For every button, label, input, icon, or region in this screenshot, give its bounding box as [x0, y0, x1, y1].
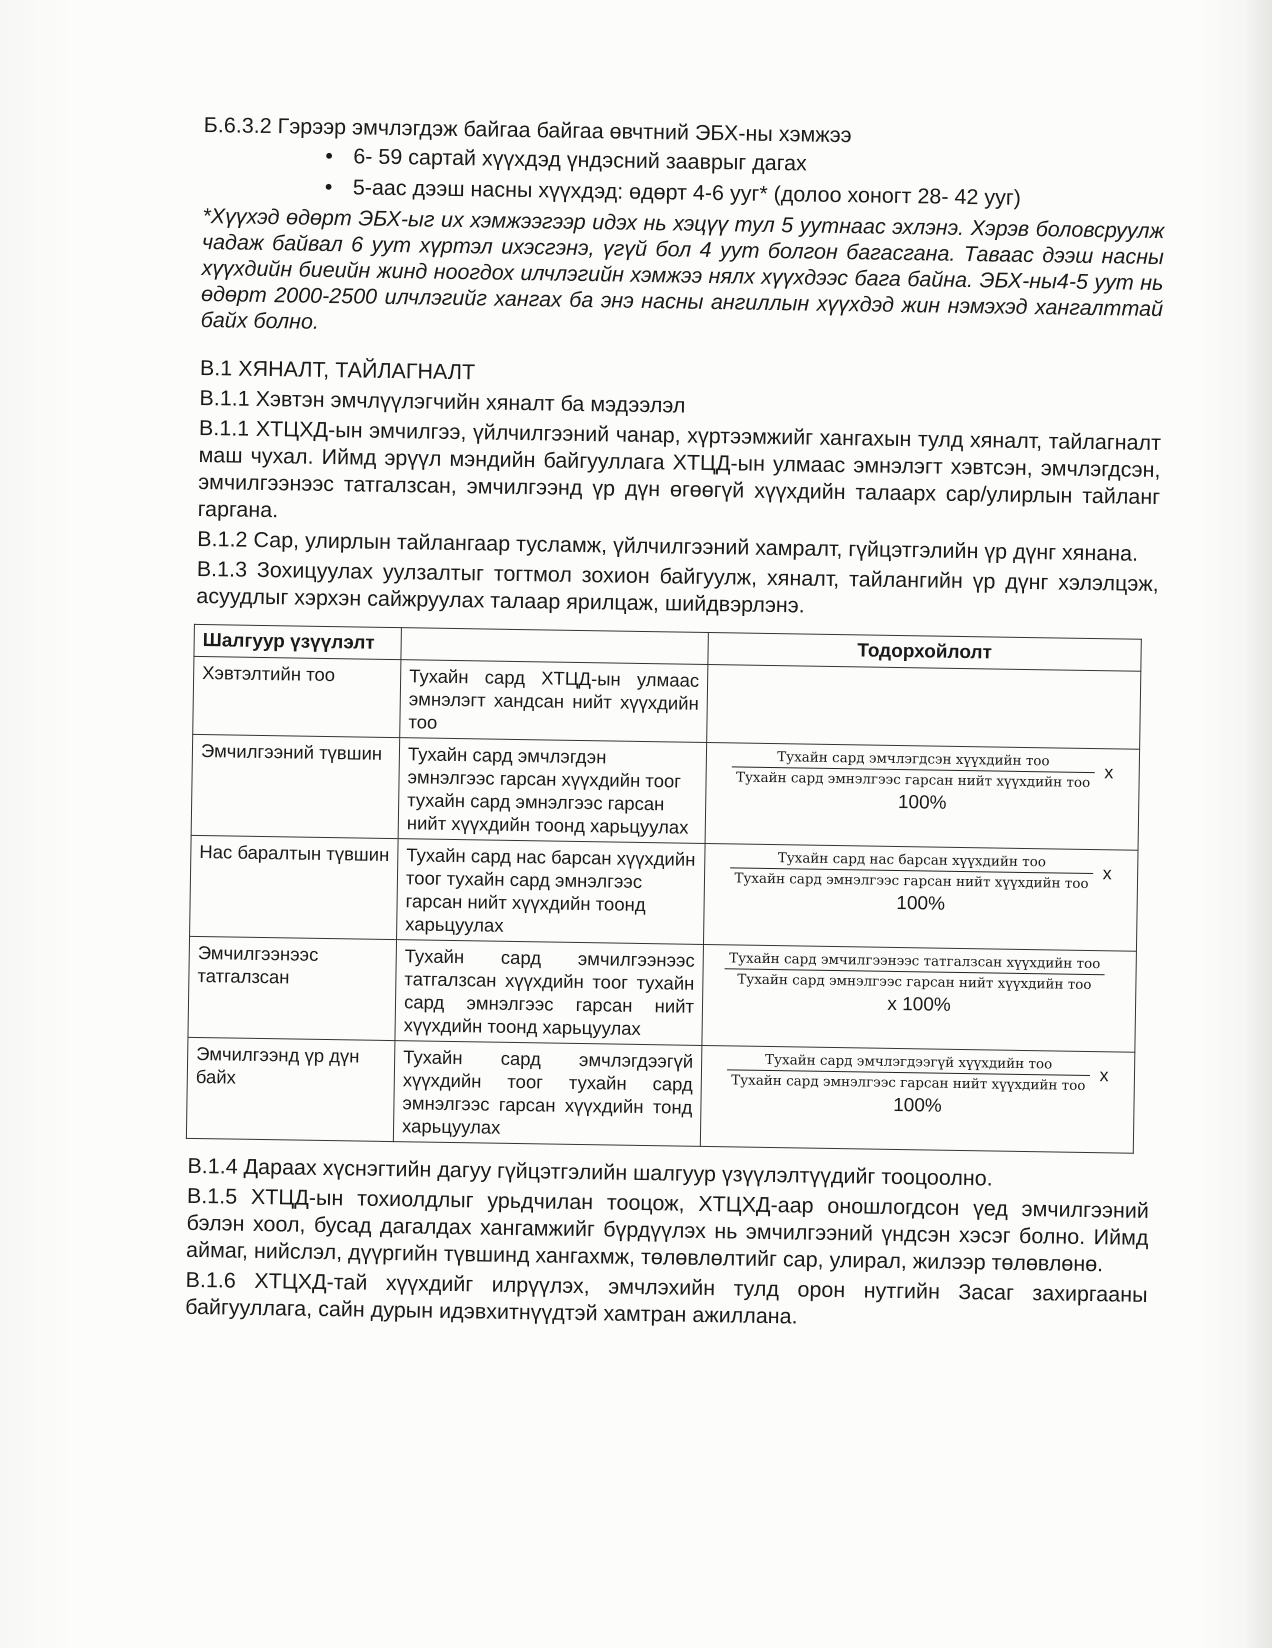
criterion-formula [703, 843, 1138, 951]
paragraph-v1-1: В.1.1 ХТЦХД-ын эмчилгээ, үйлчилгээний чанар, хүртээмжийг хангахын тулд хяналт, тайлагналт маш чухал. Иймд эрүүл мэндийн байгууллага ХТЦД-ын улмаас эмнэлэгт хэвтсэн, эмчлэгдсэн, эмчилгээнээс татгалзсан, эмчилгээнд үр дүн өгөөгүй хүүхдийн талаарх сар/улирлын тайланг гаргана. [197, 415, 1162, 523]
formula-fraction [732, 747, 1095, 792]
scan-edge-shadow [1246, 0, 1272, 1648]
criterion-name: Эмчилгээний түвшин [191, 734, 400, 838]
criterion-description: Тухайн сард ХТЦД-ын улмаас эмнэлэгт хандсан нийт хүүхдийн тоо [400, 660, 708, 743]
formula-numerator: Тухайн сард эмчлэгдсэн хүүхдийн тоо [732, 747, 1094, 773]
criterion-description: Тухайн сард эмчилгээнээс татгалзсан хүүхдийн тоог тухайн сард эмнэлгээс гарсан нийт хүүхдийн тоонд харьцуулах [395, 940, 704, 1046]
header-blank [401, 628, 708, 665]
formula-numerator: Тухайн сард эмчилгээнээс татгалзсан хүүхдийн тоо [725, 949, 1105, 975]
b6-heading: Б.6.3.2 Гэрээр эмчлэгдэж байгаа байгаа өвчтний ЭБХ-ны хэмжээ [203, 112, 852, 148]
criterion-name: Эмчилгээнд үр дүн байх [186, 1037, 395, 1141]
formula-multiply: x [1104, 762, 1114, 783]
criterion-description: Тухайн сард нас барсан хүүхдийн тоог тухайн сард эмнэлгээс гарсан нийт хүүхдийн тоонд харьцуулах [397, 839, 706, 945]
criterion-formula [700, 1045, 1135, 1153]
formula-percent: 100% [897, 791, 947, 814]
criterion-description: Тухайн сард эмчлэгдэн эмнэлгээс гарсан хүүхдийн тоог тухайн сард эмнэлгээс гарсан нийт хүүхдийн тоонд харьцуулах [398, 738, 707, 844]
criterion-name: Хэвтэлтийн тоо [193, 656, 401, 737]
b6-note: *Хүүхэд өдөрт ЭБХ-ыг их хэмжээгээр идэх нь хэцүү тул 5 уутнаас эхлэнэ. Хэрэв боловсруулж чадаж байвал 6 уут хүртэл ихэсгэнэ, үгүй бол 4 уут болгон багасгана. Таваас дээш насны хүүхдийн биеийн жинд ноогдох илчлэгийн хэмжээ нялх хүүхдээс бага байна. ЭБХ-ны4-5 уут нь өдөрт 2000-2500 илчлэгийг хангах ба энэ насны ангиллын хүүхдэд жин нэмэхэд хангалттай байх болно. [200, 203, 1165, 334]
formula-fraction [727, 1050, 1090, 1095]
formula-denominator: Тухайн сард эмнэлгээс гарсан нийт хүүхдийн тоо [731, 1072, 1086, 1094]
b6-bullet-list [203, 141, 1166, 214]
list-item: • 5-аас дээш насны хүүхдэд: өдөрт 4-6 ууг* (долоо хоногт 28- 42 ууг) [353, 174, 1165, 214]
table-row [193, 656, 1141, 749]
criterion-description: Тухайн сард эмчлэгдээгүй хүүхдийн тоог тухайн сард эмнэлгээс гарсан хүүхдийн тонд харьцуулах [393, 1041, 702, 1147]
paragraph-v1-5: В.1.5 ХТЦД-ын тохиолдлыг урьдчилан тооцож, ХТЦХД-аар оношлогдсон үед эмчилгээний бэлэн хоол, бусад дагалдах хангамжийг бүрдүүлэх нь эмчилгээний үндсэн хэсэг болно. Иймд аймаг, нийслэл, дүүргийн түвшинд хангахмж, төлөвлөлтийг сар, улирал, жилээр төлөвлөнө. [185, 1183, 1150, 1277]
formula-percent: x 100% [887, 993, 951, 1016]
paragraph-v1-4: В.1.4 Дараах хүснэгтийн дагуу гүйцэтгэлийн шалгуур үзүүлэлтүүдийг тооцоолно. [187, 1153, 993, 1191]
section-title: В.1 ХЯНАЛТ, ТАЙЛАГНАЛТ [199, 355, 476, 385]
formula-fraction [730, 848, 1093, 893]
table-row [191, 734, 1139, 850]
paragraph-v1-2: В.1.2 Сар, улирлын тайлангаар тусламж, үйлчилгээний хамралт, гүйцэтгэлийн үр дүнг хянана. [197, 526, 1139, 566]
formula-fraction [725, 949, 1105, 994]
formula-percent: 100% [896, 892, 946, 915]
table-row [188, 936, 1136, 1052]
header-criterion: Шалгуур үзүүлэлт [194, 624, 401, 659]
criteria-table [186, 624, 1142, 1154]
paragraph-v1-1-title: В.1.1 Хэвтэн эмчлүүлэгчийн хяналт ба мэдээлэл [199, 385, 686, 418]
formula-multiply: x [1099, 1065, 1109, 1086]
criterion-formula [702, 944, 1137, 1052]
paragraph-v1-6: В.1.6 ХТЦХД-тай хүүхдийг илрүүлэх, эмчлэхийн тулд орон нутгийн Засаг захиргааны байгууллага, сайн дурын идэвхитнүүдтэй хамтран ажиллана. [185, 1267, 1148, 1329]
formula-denominator: Тухайн сард эмнэлгээс гарсан нийт хүүхдийн тоо [737, 971, 1092, 994]
document-body [185, 112, 1166, 1336]
criterion-name: Нас баралтын түвшин [190, 835, 399, 939]
criterion-formula [705, 742, 1140, 850]
formula-denominator: Тухайн сард эмнэлгээс гарсан нийт хүүхдийн тоо [734, 870, 1089, 892]
formula-multiply: x [1102, 863, 1112, 884]
header-definition: Тодорхойлолт [708, 632, 1141, 671]
table-row [186, 1037, 1134, 1153]
formula-denominator: Тухайн сард эмнэлгээс гарсан нийт хүүхдийн тоо [735, 769, 1091, 792]
table-row [190, 835, 1138, 951]
paragraph-v1-3: В.1.3 Зохицуулах уулзалтыг тогтмол зохион байгуулж, хяналт, тайлангийн үр дүнг хэлэлцэж, асуудлыг хэрхэн сайжруулах талаар ярилцаж, шийдвэрлэнэ. [196, 556, 1159, 618]
criterion-formula [707, 664, 1141, 749]
list-item: • 6- 59 сартай хүүхдэд үндэсний зааврыг дагах [353, 143, 1165, 183]
formula-numerator: Тухайн сард эмчлэгдээгүй хүүхдийн тоо [727, 1050, 1089, 1076]
formula-numerator: Тухайн сард нас барсан хүүхдийн тоо [731, 848, 1093, 874]
criterion-name: Эмчилгээнээс татгалзсан [188, 936, 397, 1040]
formula-percent: 100% [893, 1094, 942, 1117]
